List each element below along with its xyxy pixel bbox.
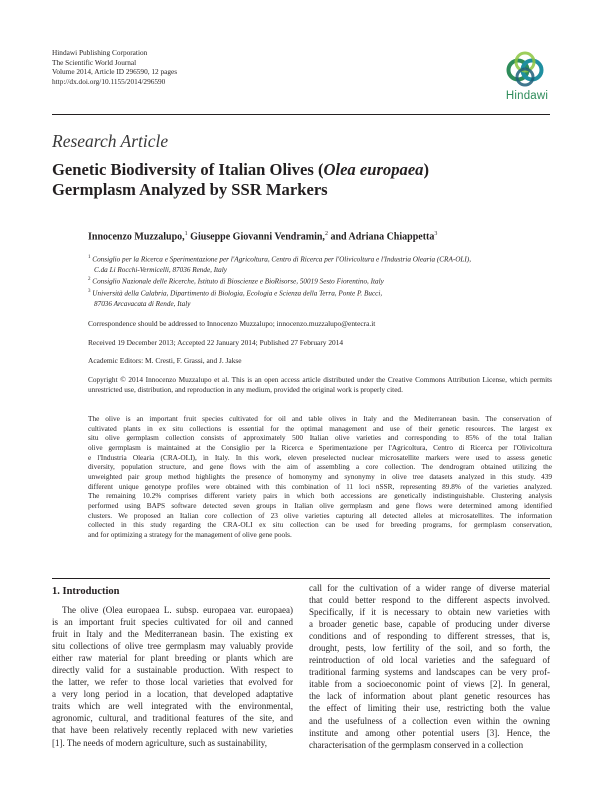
affiliation-text: Consiglio Nazionale delle Ricerche, Istituto di Bioscienze e BioRisorse, 50019 Sesto Fiorentino, Italy: [90, 277, 384, 286]
intro-left-line: is an important fruit species cultivated for oil and canned: [52, 617, 293, 628]
affiliation-1-continued: C.da Li Rocchi-Vermicelli, 87036 Rende, Italy: [94, 265, 227, 274]
abstract: [88, 414, 552, 540]
intro-left-line: that have been relatively recently replaced with new varieties: [52, 725, 293, 736]
author-affiliation-ref: 1: [184, 231, 188, 237]
copyright-notice: Copyright © 2014 Innocenzo Muzzalupo et al. This is an open access article distributed under the Creative Commons Attribution License, which permits unrestricted use, distribution, and reproduction in any medium, provided the original work is properly cited.: [88, 375, 552, 394]
author-name: Giuseppe Giovanni Vendramin,: [187, 231, 325, 243]
affiliation-text: Consiglio per la Ricerca e Sperimentazione per l'Agricoltura, Centro di Ricerca per l'Olivicoltura e l'Industria Olearia (CRA-OLI),: [90, 255, 472, 264]
intro-right-line: call for the cultivation of a wider range of diverse material: [309, 583, 550, 593]
body-column-right: [309, 582, 550, 751]
affiliation-3: [88, 287, 552, 299]
affiliation-3-continued: 87036 Arcavacata di Rende, Italy: [94, 299, 191, 308]
hindawi-logo-text: Hindawi: [505, 90, 549, 102]
affiliation-2: [88, 275, 552, 287]
author-list: [88, 231, 437, 242]
received-dates: Received 19 December 2013; Accepted 22 January 2014; Published 27 February 2014: [88, 338, 344, 347]
intro-right-line: itable from a socioeconomic point of views [2]. In general,: [309, 679, 550, 690]
publisher-info: [52, 48, 177, 86]
abstract-divider: [52, 578, 550, 579]
intro-left-line: the latter, we refer to those local varieties that evolved for: [52, 677, 293, 688]
intro-left-line: fruit in Italy and the Mediterranean basin. The existing ex: [52, 629, 293, 640]
author-affiliation-ref: 2: [324, 231, 328, 237]
intro-right-line: reintroduction of old local varieties and the safeguard of: [309, 655, 550, 666]
section-heading: 1. Introduction: [52, 586, 120, 597]
doi-link[interactable]: http://dx.doi.org/10.1155/2014/296590: [52, 76, 166, 86]
intro-left-line: The olive (Olea europaea L. subsp. europaea var. europaea): [62, 605, 293, 615]
intro-right-line: a broader genetic base, capable of producing under diverse: [309, 619, 550, 630]
title-text: Genetic Biodiversity of Italian Olives (: [52, 160, 324, 179]
correspondence: Correspondence should be addressed to Innocenzo Muzzalupo; innocenzo.muzzalupo@entecra.it: [88, 319, 376, 328]
intro-left-line: a very long period in a location, that developed adaptative: [52, 689, 293, 700]
journal-line: The Scientific World Journal: [52, 57, 137, 67]
abstract-line: olive germplasm is maintained at the Consiglio per la Ricerca e Sperimentazione per l'Agricoltura, Centro di Ricerca per l'Olivicoltura: [88, 442, 552, 452]
abstract-line: situ olive germplasm collection consists of approximately 500 Italian olive varieties and corresponding to 85% of the total Italian: [88, 433, 552, 443]
intro-left-line: either raw material for plant breeding or plants which are: [52, 653, 293, 664]
intro-right-line: traditional farming systems and landscapes can be very prof-: [309, 667, 550, 678]
academic-editors: Academic Editors: M. Cresti, F. Grassi, and J. Jakse: [88, 356, 242, 365]
intro-left-line: traits which are well integrated with the environmental,: [52, 701, 293, 712]
intro-right-line: conditions and of responding to different stresses, that is,: [309, 631, 550, 642]
intro-left-line: situ collections of olive tree germplasm may valuably provide: [52, 641, 293, 652]
intro-right-line: drought, pests, low fertility of the soil, and so forth, the: [309, 643, 550, 654]
intro-right-line: Specifically, if it is necessary to obtain new varieties with: [309, 607, 550, 618]
article-title: [52, 160, 552, 200]
abstract-line: cultivated plants in ex situ collections is essential for the optimal management and use of their genetic resources. The largest ex: [88, 423, 552, 433]
abstract-line: performed using BAPS software detected seven groups in Italian olive germplasm and gene flows were determined among identified: [88, 500, 552, 510]
body-column-left: [52, 604, 293, 749]
article-type: Research Article: [52, 131, 169, 151]
abstract-line: The olive is an important fruit species cultivated for oil and table olives in Italy and the Mediterranean basin. The conservation of: [88, 414, 552, 423]
volume-line: Volume 2014, Article ID 296590, 12 pages: [52, 67, 178, 77]
intro-left-line: agronomic, cultural, and traditional features of the site, and: [52, 713, 293, 724]
intro-left-line: [1]. The needs of modern agriculture, such as sustainability,: [52, 737, 267, 748]
affiliation-number: 2: [88, 277, 91, 283]
affiliation-1: [88, 253, 552, 265]
author-name: Innocenzo Muzzalupo,: [88, 231, 185, 243]
intro-right-line: and the usefulness of a collection even within the owning: [309, 715, 550, 726]
title-species: Olea europaea: [323, 160, 424, 179]
publisher-line: Hindawi Publishing Corporation: [52, 48, 148, 57]
affiliation-text: Università della Calabria, Dipartimento di Biologia, Ecologia e Scienza della Terra, Ponte P. Bucci,: [90, 289, 383, 298]
affiliation-number: 3: [88, 289, 91, 294]
intro-right-line: the lack of information about plant genetic resources has: [309, 691, 550, 702]
author-name: and Adriana Chiappetta: [327, 231, 435, 243]
intro-right-line: characterisation of the germplasm conserved in a collection: [309, 739, 524, 750]
abstract-line: different unique genotype profiles were obtained with this combination of 11 loci nSSR, representing 89.8% of the varieties analyzed.: [88, 481, 552, 491]
abstract-line: and for optimizing a strategy for the management of olive gene pools.: [88, 529, 292, 539]
affiliation-number: 1: [88, 255, 91, 260]
abstract-line: e l'Industria Olearia (CRA-OLI), in Italy. In this work, eleven preselected nuclear microsatellite markers were used to assess genetic: [88, 452, 552, 462]
affiliations: [88, 253, 552, 309]
abstract-line: collected in this study regarding the CRA-OLI ex situ collection can be used for breeding programs, for germplasm conservation,: [88, 520, 552, 530]
title-line-1: [52, 160, 552, 180]
intro-right-line: the effect of limiting their use, restricting both the value: [309, 703, 550, 714]
title-line-2: Germplasm Analyzed by SSR Markers: [52, 180, 328, 199]
abstract-line: diversity, population structure, and gene flows with the aim of assembling a core collection. The dendrogram obtained utilizing the: [88, 462, 552, 472]
intro-left-line: directly valid for a sustainable production. With respect to: [52, 665, 293, 676]
author-affiliation-ref: 3: [434, 231, 438, 237]
header-divider: [52, 114, 550, 115]
abstract-line: unweighted pair group method highlights the presence of homonymy and synonymy in olive tree datasets analyzed in this study. 439: [88, 471, 552, 481]
abstract-line: The remaining 10.2% comprises different variety pairs in which both accessions are genetically indistinguishable. Clustering analysis: [88, 491, 552, 501]
intro-right-line: that could better respond to the different aspects involved.: [309, 595, 550, 606]
intro-right-line: institute and among other potential users [3]. Hence, the: [309, 727, 550, 738]
title-text: ): [423, 160, 430, 179]
abstract-line: clusters. We proposed an Italian core collection of 23 olive varieties capturing all detected alleles at microsatellites. The information: [88, 510, 552, 520]
